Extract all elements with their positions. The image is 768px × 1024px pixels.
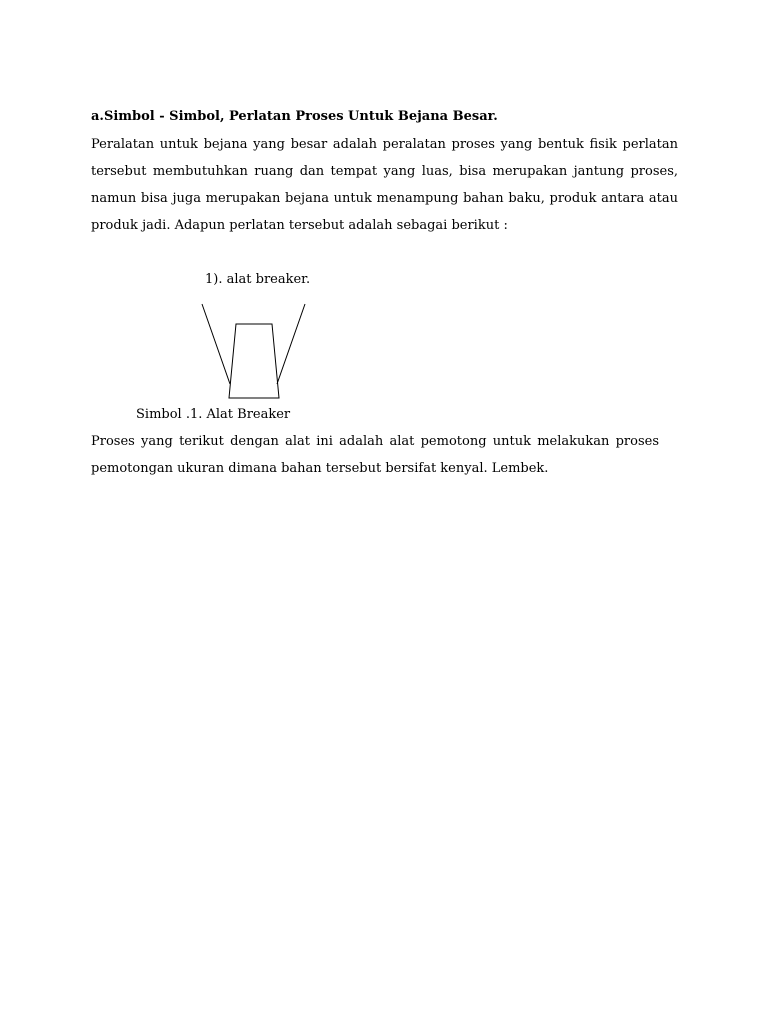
figure-caption: Simbol .1. Alat Breaker <box>136 407 291 422</box>
breaker-body-trapezoid <box>229 324 279 398</box>
breaker-symbol-icon <box>198 302 314 402</box>
breaker-left-hopper-line <box>202 304 230 384</box>
item-label-breaker: 1). alat breaker. <box>205 272 311 287</box>
section-heading: a.Simbol - Simbol, Perlatan Proses Untuk Bejana Besar. <box>91 109 498 124</box>
description-paragraph: Proses yang terikut dengan alat ini adalah alat pemotong untuk melakukan proses pemotongan ukuran dimana bahan tersebut bersifat kenyal. Lembek. <box>91 434 659 476</box>
breaker-right-hopper-line <box>277 304 305 384</box>
intro-paragraph: Peralatan untuk bejana yang besar adalah peralatan proses yang bentuk fisik perlatan tersebut membutuhkan ruang dan tempat yang luas, bisa merupakan jantung proses, namun bisa juga merupakan bejana untuk menampung bahan baku, produk antara atau produk jadi. Adapun perlatan tersebut adalah sebagai berikut : <box>91 137 678 233</box>
